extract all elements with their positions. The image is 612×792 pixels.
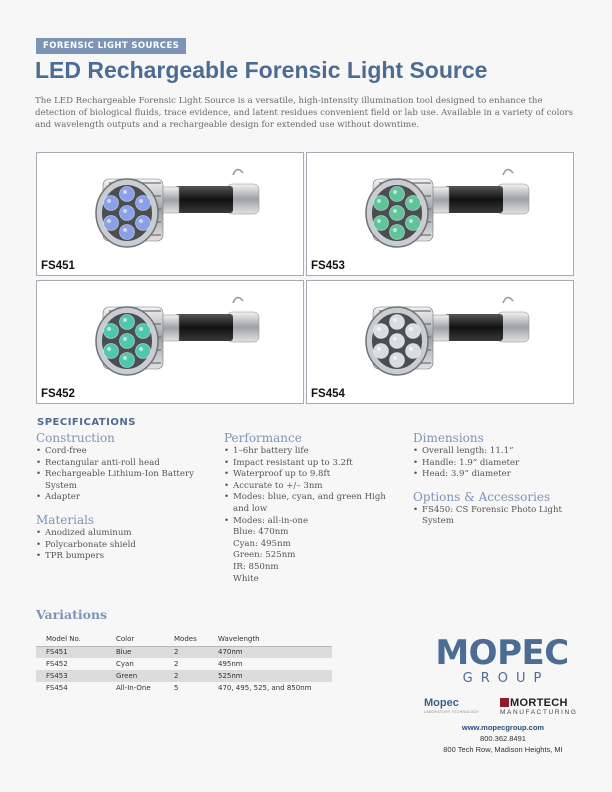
table-row xyxy=(36,670,332,682)
flashlight-illustration xyxy=(307,281,574,404)
list-item: • Waterproof up to 9.8ft xyxy=(224,469,404,481)
led-highlight xyxy=(123,337,127,341)
mopec-sub-logo xyxy=(424,697,479,714)
list-item: • Adapter xyxy=(36,492,216,504)
led-lens xyxy=(390,334,405,349)
page-title: LED Rechargeable Forensic Light Source xyxy=(35,57,488,83)
led-highlight xyxy=(123,190,127,194)
led-highlight xyxy=(123,356,127,360)
table-cell: FS454 xyxy=(46,684,68,692)
dimensions-heading: Dimensions xyxy=(413,431,484,445)
led-lens xyxy=(374,216,389,231)
led-lens xyxy=(136,324,151,339)
led-highlight xyxy=(123,209,127,213)
led-highlight xyxy=(377,199,381,203)
grip-handle xyxy=(175,314,233,341)
led-lens xyxy=(104,344,119,359)
table-cell: 495nm xyxy=(218,660,243,668)
list-item: • Polycarbonate shield xyxy=(36,540,216,552)
list-item-all-in-one xyxy=(224,516,404,586)
table-cell: 5 xyxy=(174,684,179,692)
list-item: • Impact resistant up to 3.2ft xyxy=(224,458,404,470)
mopec-group-wordmark: GROUP xyxy=(462,671,550,686)
construction-list xyxy=(36,446,216,504)
table-cell: 470, 495, 525, and 850nm xyxy=(218,684,312,692)
led-lens xyxy=(120,315,135,330)
options-heading: Options & Accessories xyxy=(413,489,551,504)
led-lens xyxy=(104,216,119,231)
list-item: • FS450: CS Forensic Photo Light System xyxy=(413,505,588,528)
lanyard-hook xyxy=(503,297,513,303)
led-lens xyxy=(120,225,135,240)
led-highlight xyxy=(393,337,397,341)
phone-number: 800.362.8491 xyxy=(480,734,526,743)
led-highlight xyxy=(377,347,381,351)
led-lens xyxy=(374,324,389,339)
led-highlight xyxy=(123,228,127,232)
lanyard-hook xyxy=(233,169,243,175)
table-cell: Cyan xyxy=(116,660,134,668)
lanyard-hook xyxy=(233,297,243,303)
lanyard-hook xyxy=(503,169,513,175)
product-code: FS454 xyxy=(311,388,345,400)
led-highlight xyxy=(139,199,143,203)
led-lens xyxy=(120,334,135,349)
led-lens xyxy=(390,353,405,368)
led-highlight xyxy=(107,219,111,223)
product-photo-fs451 xyxy=(36,152,304,276)
mode-line: IR: 850nm xyxy=(233,561,279,572)
led-highlight xyxy=(107,347,111,351)
table-row xyxy=(36,646,332,658)
led-lens xyxy=(390,187,405,202)
table-cell: All-In-One xyxy=(116,684,151,692)
mode-line: Blue: 470nm xyxy=(233,527,289,538)
dimensions-list xyxy=(413,446,588,481)
list-item: • Cord-free xyxy=(36,446,216,458)
list-item: • Rectangular anti-roll head xyxy=(36,458,216,470)
column-header: Modes xyxy=(164,632,208,646)
flashlight-illustration xyxy=(37,281,304,404)
led-lens xyxy=(136,216,151,231)
variations-heading: Variations xyxy=(36,607,108,622)
list-item: • Handle: 1.9” diameter xyxy=(413,458,588,470)
construction-heading: Construction xyxy=(36,431,115,445)
mortech-logo-text: MORTECH xyxy=(510,697,568,709)
table-cell: FS451 xyxy=(36,646,106,658)
mode-line: Green: 525nm xyxy=(233,550,296,561)
materials-list xyxy=(36,528,216,563)
table-cell: 470nm xyxy=(208,646,332,658)
mode-line: Cyan: 495nm xyxy=(233,538,291,549)
led-lens xyxy=(390,225,405,240)
table-row xyxy=(36,658,332,670)
address: 800 Tech Row, Madison Heights, MI xyxy=(443,745,563,754)
led-highlight xyxy=(107,327,111,331)
column-header: Model No. xyxy=(36,632,106,646)
list-item: • Overall length: 11.1” xyxy=(413,446,588,458)
led-lens xyxy=(104,324,119,339)
led-lens xyxy=(120,187,135,202)
table-cell: FS453 xyxy=(36,670,106,682)
led-highlight xyxy=(409,347,413,351)
table-cell: FS452 xyxy=(46,660,68,668)
led-lens xyxy=(390,315,405,330)
contact-block xyxy=(412,722,594,755)
list-item: • Modes: blue, cyan, and green High and low xyxy=(224,492,404,515)
intro-paragraph: The LED Rechargeable Forensic Light Source is a versatile, high-intensity illumination tool designed to enhance the detection of biological fluids, trace evidence, and latent residues convenient field or lab use. Available in a variety of colors and wavelength outputs and a rechargeable design for extended use without downtime. xyxy=(35,96,574,131)
mode-line: White xyxy=(233,573,259,584)
table-cell: 2 xyxy=(174,660,179,668)
grip-handle xyxy=(175,186,233,213)
led-lens xyxy=(390,206,405,221)
specifications-heading: SPECIFICATIONS xyxy=(37,417,136,428)
led-highlight xyxy=(393,209,397,213)
led-highlight xyxy=(377,219,381,223)
product-code: FS452 xyxy=(41,388,75,400)
performance-list xyxy=(224,446,404,585)
led-highlight xyxy=(393,318,397,322)
led-highlight xyxy=(107,199,111,203)
product-photo-fs453 xyxy=(306,152,574,276)
table-cell: 2 xyxy=(164,646,208,658)
variations-table xyxy=(36,632,332,694)
table-cell: Blue xyxy=(106,646,164,658)
mortech-logo xyxy=(500,697,578,716)
spec-column-right xyxy=(413,431,588,537)
list-item: • Anodized aluminum xyxy=(36,528,216,540)
led-highlight xyxy=(409,219,413,223)
led-lens xyxy=(120,206,135,221)
led-highlight xyxy=(139,327,143,331)
led-lens xyxy=(104,196,119,211)
table-cell: Green xyxy=(106,670,164,682)
grip-handle xyxy=(445,314,503,341)
website-link[interactable]: www.mopecgroup.com xyxy=(461,723,545,732)
led-lens xyxy=(120,353,135,368)
mode-label: • Modes: all-in-one xyxy=(233,515,309,526)
led-lens xyxy=(406,344,421,359)
led-highlight xyxy=(139,219,143,223)
mortech-mark-icon xyxy=(500,698,509,707)
led-highlight xyxy=(123,318,127,322)
mortech-logo-tag: MANUFACTURING xyxy=(500,709,578,716)
grip-handle xyxy=(445,186,503,213)
flashlight-illustration xyxy=(37,153,304,276)
column-header: Color xyxy=(106,632,164,646)
category-badge: FORENSIC LIGHT SOURCES xyxy=(36,38,186,54)
product-photo-fs454 xyxy=(306,280,574,404)
led-highlight xyxy=(393,228,397,232)
list-item: • Head: 3.9” diameter xyxy=(413,469,588,481)
led-highlight xyxy=(393,190,397,194)
mopec-logo: MOPEC xyxy=(435,633,569,673)
list-item: • 1–6hr battery life xyxy=(224,446,404,458)
list-item: • Accurate to +/– 3nm xyxy=(224,481,404,493)
table-cell: 525nm xyxy=(208,670,332,682)
table-row xyxy=(36,682,332,694)
led-highlight xyxy=(377,327,381,331)
led-lens xyxy=(406,216,421,231)
materials-heading: Materials xyxy=(36,512,95,527)
flashlight-illustration xyxy=(307,153,574,276)
mopec-sub-logo-text: Mopec xyxy=(424,697,459,709)
led-highlight xyxy=(409,199,413,203)
table-header-row xyxy=(36,632,332,646)
led-lens xyxy=(406,196,421,211)
mopec-sub-logo-tag: LABORATORY TECHNOLOGY xyxy=(424,710,480,714)
performance-heading: Performance xyxy=(224,431,302,445)
led-lens xyxy=(406,324,421,339)
led-lens xyxy=(374,196,389,211)
led-highlight xyxy=(139,347,143,351)
product-code: FS453 xyxy=(311,260,345,272)
table-cell: 2 xyxy=(164,670,208,682)
led-highlight xyxy=(393,356,397,360)
options-list xyxy=(413,505,588,528)
spec-column-middle xyxy=(224,431,404,594)
list-item: • Rechargeable Lithium-Ion Battery System xyxy=(36,469,216,492)
led-highlight xyxy=(409,327,413,331)
product-photo-fs452 xyxy=(36,280,304,404)
spec-column-left xyxy=(36,431,216,572)
column-header: Wavelength xyxy=(208,632,332,646)
led-lens xyxy=(374,344,389,359)
product-code: FS451 xyxy=(41,260,75,272)
led-lens xyxy=(136,196,151,211)
led-lens xyxy=(136,344,151,359)
list-item: • TPR bumpers xyxy=(36,551,216,563)
